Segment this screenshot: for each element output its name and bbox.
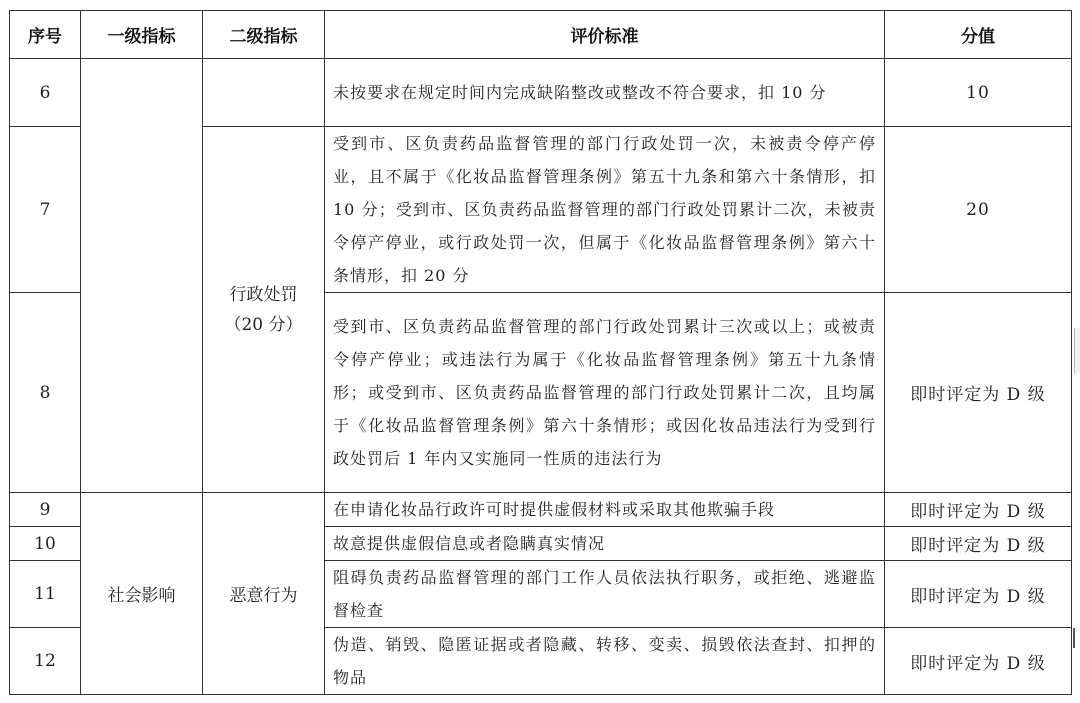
row-seq: 7 bbox=[10, 127, 81, 293]
row-criteria: 受到市、区负责药品监督管理的部门行政处罚累计三次或以上；或被责令停产停业；或违法行为属于《化妆品监督管理条例》第五十九条情形；或受到市、区负责药品监督管理的部门行政处罚累计二次，且均属于《化妆品监督管理条例》第六十条情形；或因化妆品违法行为受到行政处罚后 1 年内又实施同一性质的违法行为 bbox=[325, 293, 885, 493]
header-cat1: 一级指标 bbox=[81, 11, 203, 59]
row-seq: 8 bbox=[10, 293, 81, 493]
row-criteria: 伪造、销毁、隐匿证据或者隐藏、转移、变卖、损毁依法查封、扣押的物品 bbox=[325, 628, 885, 695]
row-score: 即时评定为 D 级 bbox=[885, 561, 1072, 628]
header-criteria: 评价标准 bbox=[325, 11, 885, 59]
row-criteria: 受到市、区负责药品监督管理的部门行政处罚一次，未被责令停产停业，且不属于《化妆品监督管理条例》第五十九条和第六十条情形，扣 10 分；受到市、区负责药品监督管理的部门行政处罚累计二次，未被责令停产停业，或行政处罚一次，但属于《化妆品监督管理条例》第六十条情形，扣 20 分 bbox=[325, 127, 885, 293]
edge-mark-top bbox=[1074, 328, 1080, 374]
row-seq: 12 bbox=[10, 628, 81, 695]
row-seq: 11 bbox=[10, 561, 81, 628]
row-score: 即时评定为 D 级 bbox=[885, 527, 1072, 561]
cat1-empty-cell bbox=[81, 59, 203, 493]
cat2-admin-penalty-points: （20 分） bbox=[224, 314, 303, 335]
header-row bbox=[10, 11, 1072, 59]
row-seq: 9 bbox=[10, 493, 81, 527]
row-seq: 6 bbox=[10, 59, 81, 127]
table-row bbox=[10, 493, 1072, 527]
row-criteria: 阻碍负责药品监督管理的部门工作人员依法执行职务，或拒绝、逃避监督检查 bbox=[325, 561, 885, 628]
row-score: 即时评定为 D 级 bbox=[885, 628, 1072, 695]
row-criteria: 故意提供虚假信息或者隐瞒真实情况 bbox=[325, 527, 885, 561]
header-cat2: 二级指标 bbox=[203, 11, 325, 59]
row-seq: 10 bbox=[10, 527, 81, 561]
cat2-malicious: 恶意行为 bbox=[203, 493, 325, 695]
row-score: 即时评定为 D 级 bbox=[885, 493, 1072, 527]
cat2-empty-cell bbox=[203, 59, 325, 127]
edge-mark-bottom bbox=[1073, 628, 1075, 648]
row-score: 10 bbox=[885, 59, 1072, 127]
cat2-admin-penalty bbox=[203, 127, 325, 493]
header-seq: 序号 bbox=[10, 11, 81, 59]
table-row bbox=[10, 59, 1072, 127]
row-score: 20 bbox=[885, 127, 1072, 293]
cat1-social-impact: 社会影响 bbox=[81, 493, 203, 695]
row-criteria: 在申请化妆品行政许可时提供虚假材料或采取其他欺骗手段 bbox=[325, 493, 885, 527]
row-criteria: 未按要求在规定时间内完成缺陷整改或整改不符合要求，扣 10 分 bbox=[325, 59, 885, 127]
cat2-admin-penalty-name: 行政处罚 bbox=[229, 284, 298, 305]
evaluation-table bbox=[9, 10, 1072, 695]
header-score: 分值 bbox=[885, 11, 1072, 59]
row-score: 即时评定为 D 级 bbox=[885, 293, 1072, 493]
